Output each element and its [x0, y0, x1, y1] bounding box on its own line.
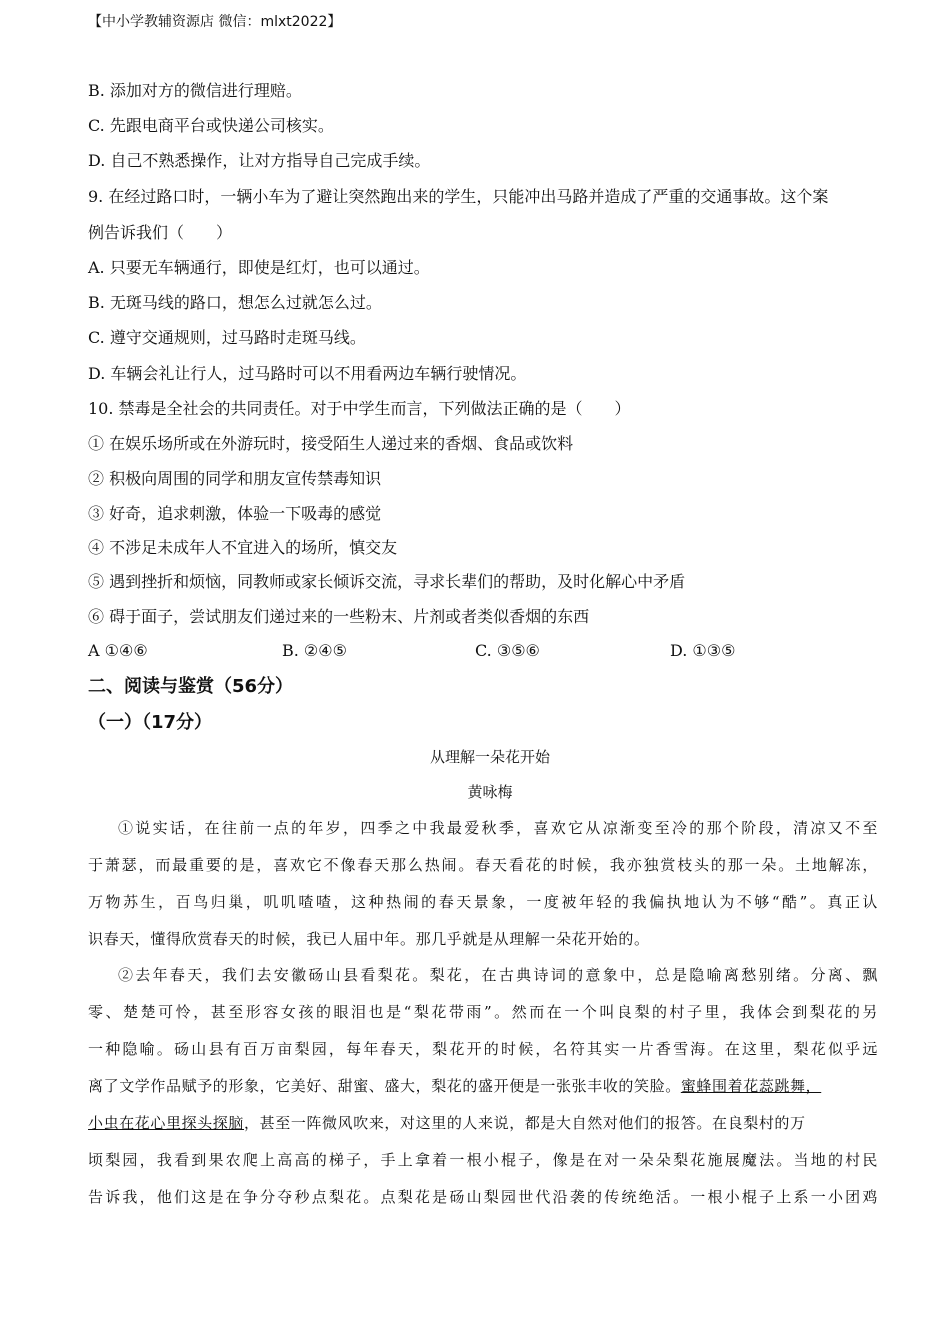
watermark-header: 【中小学教辅资源店 微信：mlxt2022】: [88, 14, 342, 30]
para2-line5: [88, 1112, 878, 1134]
q10-item-6: ⑥ 碍于面子，尝试朋友们递过来的一些粉末、片剂或者类似香烟的东西: [88, 607, 590, 626]
para2-line4: [88, 1075, 878, 1097]
q8-option-d: D. 自己不熟悉操作，让对方指导自己完成手续。: [88, 151, 431, 170]
para2-line1: ②去年春天，我们去安徽砀山县看梨花。梨花，在古典诗词的意象中，总是隐喻离愁别绪。分离、飘: [118, 966, 878, 984]
para2-line5-text: ，甚至一阵微风吹来，对这里的人来说，都是大自然对他们的报答。在良梨村的万: [244, 1114, 806, 1132]
q10-option-d: D. ①③⑤: [670, 641, 736, 660]
para1-line4: 识春天，懂得欣赏春天的时候，我已人届中年。那几乎就是从理解一朵花开始的。: [88, 930, 650, 948]
q10-item-3: ③ 好奇，追求刺激，体验一下吸毒的感觉: [88, 504, 382, 523]
para2-line6: 顷梨园，我看到果农爬上高高的梯子，手上拿着一根小棍子，像是在对一朵朵梨花施展魔法。当地的村民: [88, 1151, 878, 1169]
q10-item-4: ④ 不涉足未成年人不宜进入的场所，慎交友: [88, 538, 398, 557]
para2-line3: 一种隐喻。砀山县有百万亩梨园，每年春天，梨花开的时候，名符其实一片香雪海。在这里，梨花似乎远: [88, 1040, 878, 1058]
q10-item-1: ① 在娱乐场所或在外游玩时，接受陌生人递过来的香烟、食品或饮料: [88, 434, 574, 453]
article-title: 从理解一朵花开始: [429, 748, 550, 766]
q8-option-b: B. 添加对方的微信进行理赔。: [88, 81, 302, 100]
subsection-title: （一）（17分）: [88, 712, 213, 733]
para2-line7: 告诉我，他们这是在争分夺秒点梨花。点梨花是砀山梨园世代沿袭的传统绝活。一根小棍子上系一小团鸡: [88, 1188, 878, 1206]
para1-line2: 于萧瑟，而最重要的是，喜欢它不像春天那么热闹。春天看花的时候，我亦独赏枝头的那一朵。土地解冻，: [88, 856, 878, 874]
q9-stem-line1: 9. 在经过路口时，一辆小车为了避让突然跑出来的学生，只能冲出马路并造成了严重的交通事故。这个案: [88, 187, 829, 206]
para2-line4-text: 离了文学作品赋予的形象，它美好、甜蜜、盛大，梨花的盛开便是一张张丰收的笑脸。: [88, 1077, 681, 1095]
article-author: 黄咏梅: [467, 783, 513, 801]
q8-option-c: C. 先跟电商平台或快递公司核实。: [88, 116, 334, 135]
q10-option-a: A ①④⑥: [88, 641, 148, 660]
q10-option-c: C. ③⑤⑥: [475, 641, 540, 660]
q9-option-b: B. 无斑马线的路口，想怎么过就怎么过。: [88, 293, 382, 312]
q10-option-b: B. ②④⑤: [282, 641, 347, 660]
q10-item-5: ⑤ 遇到挫折和烦恼，同教师或家长倾诉交流，寻求长辈们的帮助，及时化解心中矛盾: [88, 572, 686, 591]
q9-option-c: C. 遵守交通规则，过马路时走斑马线。: [88, 328, 366, 347]
underlined-phrase-1: 蜜蜂围着花蕊跳舞，: [680, 1077, 822, 1095]
q10-stem: 10. 禁毒是全社会的共同责任。对于中学生而言，下列做法正确的是（ ）: [88, 399, 631, 418]
q9-stem-line2: 例告诉我们（ ）: [88, 223, 233, 242]
q9-option-a: A. 只要无车辆通行，即使是红灯，也可以通过。: [88, 258, 430, 277]
q10-item-2: ② 积极向周围的同学和朋友宣传禁毒知识: [88, 469, 382, 488]
para2-line2: 零、楚楚可怜，甚至形容女孩的眼泪也是“梨花带雨”。然而在一个叫良梨的村子里，我体会到梨花的另: [88, 1003, 878, 1021]
para1-line1: ①说实话，在往前一点的年岁，四季之中我最爱秋季，喜欢它从凉渐变至冷的那个阶段，清凉又不至: [118, 819, 878, 837]
para1-line3: 万物苏生，百鸟归巢，叽叽喳喳，这种热闹的春天景象，一度被年轻的我偏执地认为不够“酷”。真正认: [88, 893, 878, 911]
section-title: 二、阅读与鉴赏（56分）: [88, 676, 294, 697]
q9-option-d: D. 车辆会礼让行人，过马路时可以不用看两边车辆行驶情况。: [88, 364, 527, 383]
underlined-phrase-2: 小虫在花心里探头探脑: [88, 1114, 245, 1132]
